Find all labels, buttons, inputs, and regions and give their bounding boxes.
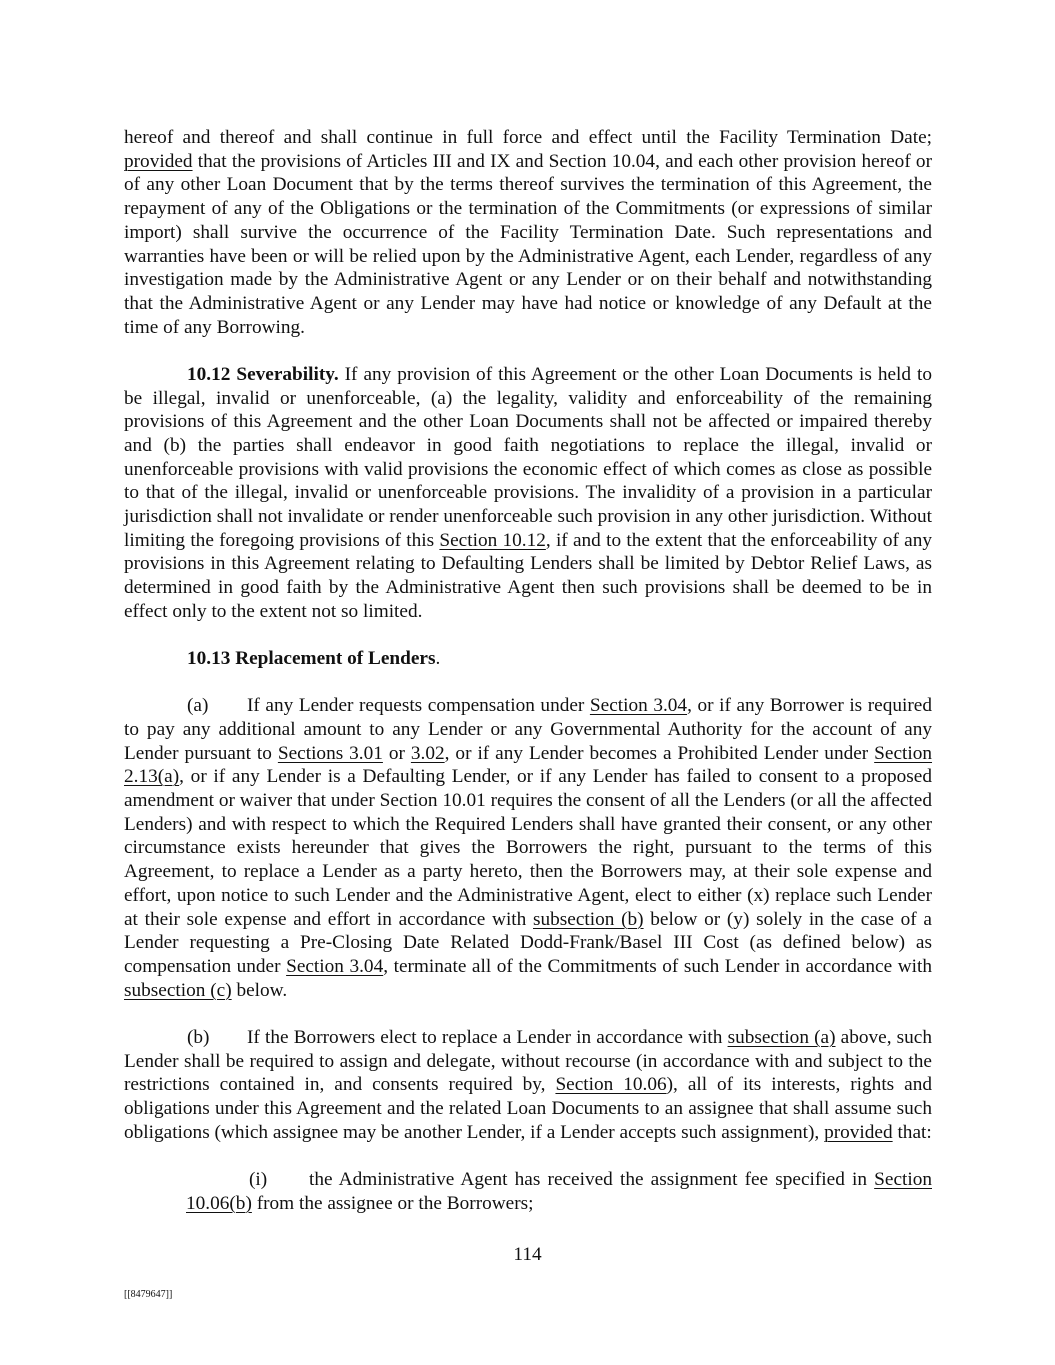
- section-10-13-heading-line: 10.13 Replacement of Lenders.: [187, 648, 441, 670]
- document-page: [124, 126, 932, 1215]
- subsection-b-paragraph: (b) If the Borrowers elect to replace a Lender in accordance with subsection (a) above, such Lender shall be required to assign and delegate, without recourse (in accordance with and subject to the restrictions contained in, and consents required by, Section 10.06), all of its interests, rights and obligations under this Agreement and the related Loan Documents to an assignee that shall assume such obligations (which assignee may be another Lender, if a Lender accepts such assignment), provided that:: [124, 1026, 933, 1143]
- page-number: 114: [513, 1244, 542, 1265]
- cross-reference[interactable]: subsection (c): [124, 979, 232, 1001]
- cross-reference[interactable]: Section 3.04: [589, 695, 688, 717]
- cross-reference[interactable]: Section 3.04: [286, 956, 384, 977]
- cross-reference[interactable]: 3.02: [410, 742, 445, 764]
- section-10-12-paragraph: 10.12 Severability. If any provision of this Agreement or the other Loan Documents is held to be illegal, invalid or unenforceable, (a) the legality, validity and enforceability of the remaining provisions of this Agreement and the other Loan Documents shall not be affected or impaired thereby and (b) the parties shall endeavor in good faith negotiations to replace the illegal, invalid or unenforceable provisions with valid provisions the economic effect of which comes as close as possible to that of the illegal, invalid or unenforceable provisions. The invalidity of a provision in a particular jurisdiction shall not invalidate or render unenforceable such provision in any other jurisdiction. Without limiting the foregoing provisions of this Section 10.12, if and to the extent that the enforceability of any provisions in this Agreement relating to Defaulting Lenders shall be limited by Debtor Relief Laws, as determined in good faith by the Administrative Agent then such provisions shall be deemed to be in effect only to the extent not so limited.: [124, 363, 932, 622]
- document-id: [[8479647]]: [124, 1289, 173, 1300]
- cross-reference[interactable]: Section 10.06: [555, 1074, 667, 1096]
- subsection-label: (b): [187, 1026, 210, 1048]
- provided-term: provided: [124, 150, 193, 172]
- cross-reference[interactable]: Sections 3.01: [277, 742, 383, 764]
- cross-reference[interactable]: Section 10.06(b): [186, 1168, 932, 1214]
- subsection-a-paragraph: (a) If any Lender requests compensation under Section 3.04, or if any Borrower is required to pay any additional amount to any Lender or any Governmental Authority for the account of any Lender pursuant to Sections 3.01 or 3.02, or if any Lender becomes a Prohibited Lender under Section 2.13(a), or if any Lender is a Defaulting Lender, or if any Lender has failed to consent to a proposed amendment or waiver that under Section 10.01 requires the consent of all the Lenders (or all the affected Lenders) and with respect to which the Required Lenders shall have granted their consent, or any other circumstance exists hereunder that gives the Borrowers the right, pursuant to the terms of this Agreement, to replace a Lender as a party hereto, then the Borrowers may, at their sole expense and effort, upon notice to such Lender and the Administrative Agent, elect to either (x) replace such Lender at their sole expense and effort in accordance with subsection (b) below or (y) solely in the case of a Lender requesting a Pre-Closing Date Related Dodd-Frank/Basel III Cost (as defined below) as compensation under Section 3.04, terminate all of the Commitments of such Lender in accordance with subsection (c) below.: [124, 695, 933, 1001]
- cross-reference[interactable]: subsection (a): [727, 1026, 836, 1048]
- continuation-paragraph: hereof and thereof and shall continue in full force and effect until the Facility Termination Date; provided that the provisions of Articles III and IX and Section 10.04, and each other provision hereof or of any other Loan Document that by the terms thereof survives the termination of this Agreement, the repayment of any of the Obligations or the termination of the Commitments (or expressions of similar import) shall survive the occurrence of the Facility Termination Date. Such representations and warranties have been or will be relied upon by the Administrative Agent, each Lender, regardless of any investigation made by the Administrative Agent or any Lender or on their behalf and notwithstanding that the Administrative Agent or any Lender may have had notice or knowledge of any Default at the time of any Borrowing.: [124, 127, 932, 338]
- section-10-12-heading: 10.12 Severability.: [187, 363, 339, 385]
- provided-term: provided: [824, 1121, 893, 1143]
- cross-reference[interactable]: subsection (b): [533, 908, 644, 930]
- section-10-13-heading: 10.13 Replacement of Lenders: [187, 648, 436, 670]
- subsection-label: (a): [187, 695, 209, 717]
- clause-i-paragraph: (i) the Administrative Agent has received the assignment fee specified in Section 10.06(b) from the assignee or the Borrowers;: [186, 1168, 932, 1214]
- cross-reference[interactable]: Section 2.13(a): [124, 742, 933, 788]
- cross-reference[interactable]: Section 10.12: [439, 529, 546, 551]
- clause-label: (i): [249, 1168, 268, 1190]
